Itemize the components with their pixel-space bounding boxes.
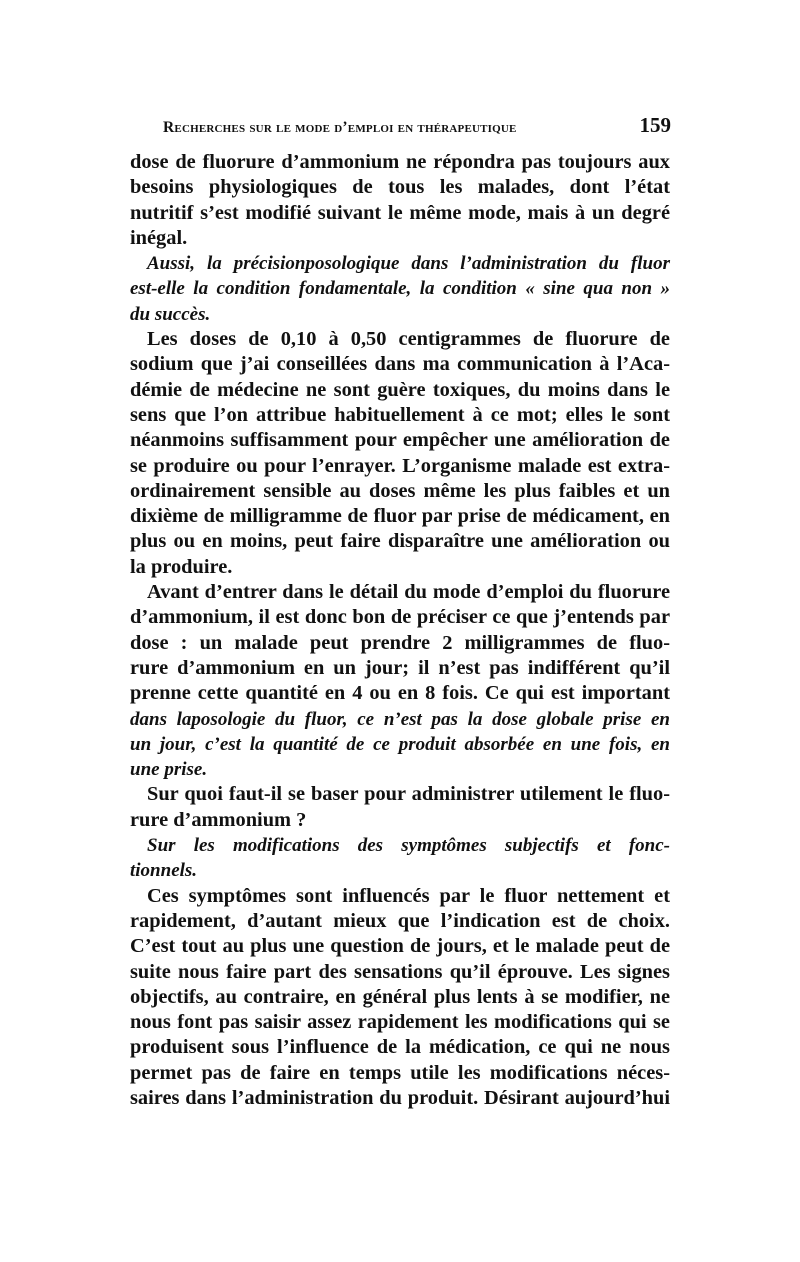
text-line: saires dans l’administration du produit. Désirant aujourd’hui <box>130 1086 670 1109</box>
text-line: un jour, c’est la quantité de ce produit absorbée en une fois, en <box>130 733 670 755</box>
text-line: rure d’ammonium en un jour; il n’est pas indifférent qu’il <box>130 656 670 679</box>
text-line: Sur les modifications des symptômes subjectifs et fonc- <box>147 835 670 857</box>
text-line: rure d’ammonium ? <box>130 808 307 831</box>
text-line: Sur quoi faut-il se baser pour administrer utilement le fluo- <box>147 783 670 806</box>
text-line: nous font pas saisir assez rapidement les modifications qui se <box>130 1011 670 1034</box>
text-line: suite nous faire part des sensations qu’il éprouve. Les signes <box>130 960 670 983</box>
text-line: d’ammonium, il est donc bon de préciser ce que j’entends par <box>130 606 670 629</box>
text-line: dans laposologie du fluor, ce n’est pas la dose globale prise en <box>130 708 670 730</box>
text-line: dixième de milligramme de fluor par prise de médicament, en <box>130 505 670 528</box>
text-line: sodium que j’ai conseillées dans ma communication à l’Aca- <box>130 353 670 376</box>
text-line: besoins physiologiques de tous les malades, dont l’état <box>130 176 670 199</box>
text-line: Aussi, la précisionposologique dans l’administration du fluor <box>147 253 670 275</box>
text-line: dose de fluorure d’ammonium ne répondra pas toujours aux <box>130 151 670 173</box>
text-line: démie de médecine ne sont guère toxiques, du moins dans le <box>130 378 670 401</box>
body-text <box>130 150 670 1111</box>
page-header <box>163 113 671 138</box>
text-line: est-elle la condition fondamentale, la condition « sine qua non » <box>130 278 670 300</box>
text-line: inégal. <box>130 226 188 249</box>
text-line: plus ou en moins, peut faire disparaître une amélioration ou <box>130 530 670 553</box>
text-line: objectifs, au contraire, en général plus lents à se modifier, ne <box>130 985 670 1008</box>
text-line: se produire ou pour l’enrayer. L’organisme malade est extra- <box>130 454 670 477</box>
text-line: Ces symptômes sont influencés par le fluor nettement et <box>147 884 670 907</box>
text-line: néanmoins suffisamment pour empêcher une amélioration de <box>130 429 670 452</box>
text-line: rapidement, d’autant mieux que l’indication est de choix. <box>130 909 670 932</box>
text-line: du succès. <box>130 303 211 325</box>
text-line: prenne cette quantité en 4 ou en 8 fois. Ce qui est important <box>130 682 670 705</box>
running-title: Recherches sur le mode d’emploi en thérapeutique <box>163 119 517 136</box>
text-line: sens que l’on attribue habituellement à ce mot; elles le sont <box>130 403 670 426</box>
text-line: Les doses de 0,10 à 0,50 centigrammes de fluorure de <box>147 328 670 351</box>
text-line: dose : un malade peut prendre 2 milligrammes de fluo- <box>130 631 670 654</box>
text-line: produisent sous l’influence de la médication, ce qui ne nous <box>130 1036 670 1059</box>
text-line: une prise. <box>130 759 208 781</box>
text-line: nutritif s’est modifié suivant le même mode, mais à un degré <box>130 201 670 224</box>
text-line: la produire. <box>130 555 233 578</box>
text-line: Avant d’entrer dans le détail du mode d’emploi du fluorure <box>147 581 670 604</box>
text-line: permet pas de faire en temps utile les modifications néces- <box>130 1061 670 1084</box>
text-line: ordinairement sensible au doses même les plus faibles et un <box>130 479 670 502</box>
text-line: C’est tout au plus une question de jours, et le malade peut de <box>130 935 670 958</box>
page-number: 159 <box>639 113 671 137</box>
text-line: tionnels. <box>130 860 198 882</box>
